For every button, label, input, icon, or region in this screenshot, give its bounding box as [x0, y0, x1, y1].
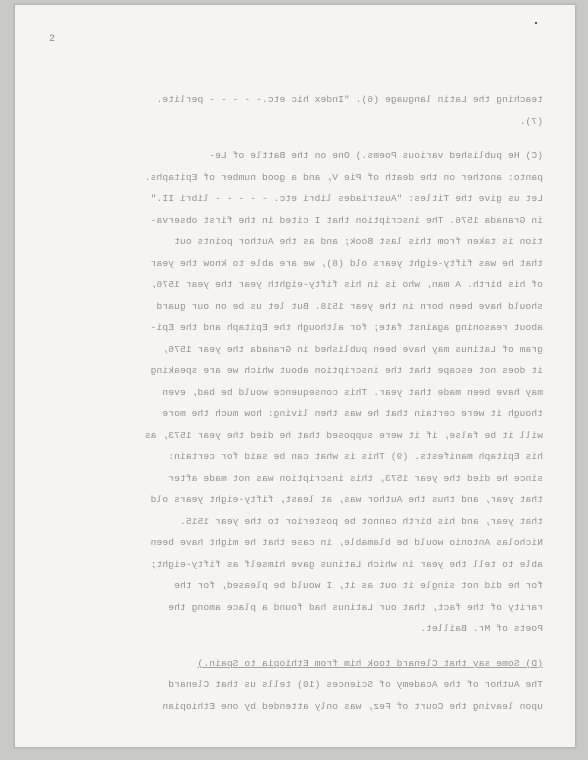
text-line: though it were certain that he was then living: how much the more — [162, 408, 543, 419]
text-line: about reasoning against fate; for although the Epitaph and the Epi- — [150, 322, 543, 333]
text-line: panto: another on the death of Pie V, and a good number of Epitaphs. — [144, 171, 543, 183]
text-line: Poets of Mr. Baillet. — [419, 623, 543, 634]
text-line: gram of Latinus may have been published in Granada the year 1576, — [162, 343, 543, 355]
corner-mark — [535, 22, 537, 24]
blank-line — [77, 640, 543, 653]
text-line: Let us give the Titles: "Austriades libri etc. - - - - - libri II." — [150, 193, 543, 204]
text-line: may have been made that year. This consequence would be bad, even — [162, 386, 543, 398]
text-line: his Epitaph manifests. (9) This is what can be said for certain: — [168, 451, 543, 462]
text-line: that he was fifty-eight years old (8), we are able to know the year — [150, 257, 543, 269]
text-line: will it be false, if it were supposed that he died the year 1573, as — [144, 429, 543, 441]
text-line: able to tell the year in which Latinus gave himself as fifty-eight; — [150, 558, 543, 570]
text-line: that year, and thus the Author was, at least, fifty-eight years old — [150, 494, 543, 505]
text-line: should have been born in the year 1518. But let us be on our guard — [156, 300, 543, 312]
text-line: for he did not single it out as it, I would be pleased, for the — [173, 580, 543, 591]
text-line: (C) He published various Poems.) One on the Battle of Le- — [209, 150, 543, 161]
text-line: (D) Some say that Clenard took him from Ethiopia to Spain.) — [197, 657, 543, 669]
text-line: The Author of the Academy of Sciences (10) tells us that Clenard — [168, 679, 543, 690]
text-line: in Granada 1576. The inscription that I cited in the first observa- — [150, 214, 543, 226]
text-line: teaching the Latin language (6). "Index hic etc.- - - - - perlite. — [156, 94, 543, 105]
text-line: tion is taken from this last Book; and as the Author points out — [173, 236, 543, 247]
page-number: 2 — [49, 34, 56, 45]
text-line: Nicholas Antonio would be blamable, in case that he might have been — [150, 537, 543, 548]
text-line: of his birth. A man, who is in his fifty-eighth year the year 1576, — [150, 279, 543, 290]
text-line: (7). — [519, 115, 543, 127]
text-line: rarity of the fact, that our Latinus had found a place among the — [168, 601, 543, 613]
text-line: since he died the year 1573, this inscription was not made after — [168, 472, 543, 484]
text-line: that year, and his birth cannot be posterior to the year 1515. — [179, 515, 543, 527]
document-page — [14, 4, 576, 748]
blank-line — [77, 132, 543, 145]
bleed-through-text-block — [77, 89, 543, 717]
text-line: upon leaving the Court of Fez, was only attended by one Ethiopian — [162, 700, 543, 712]
text-line: it does not escape that the inscription about which we are speaking — [150, 365, 543, 376]
